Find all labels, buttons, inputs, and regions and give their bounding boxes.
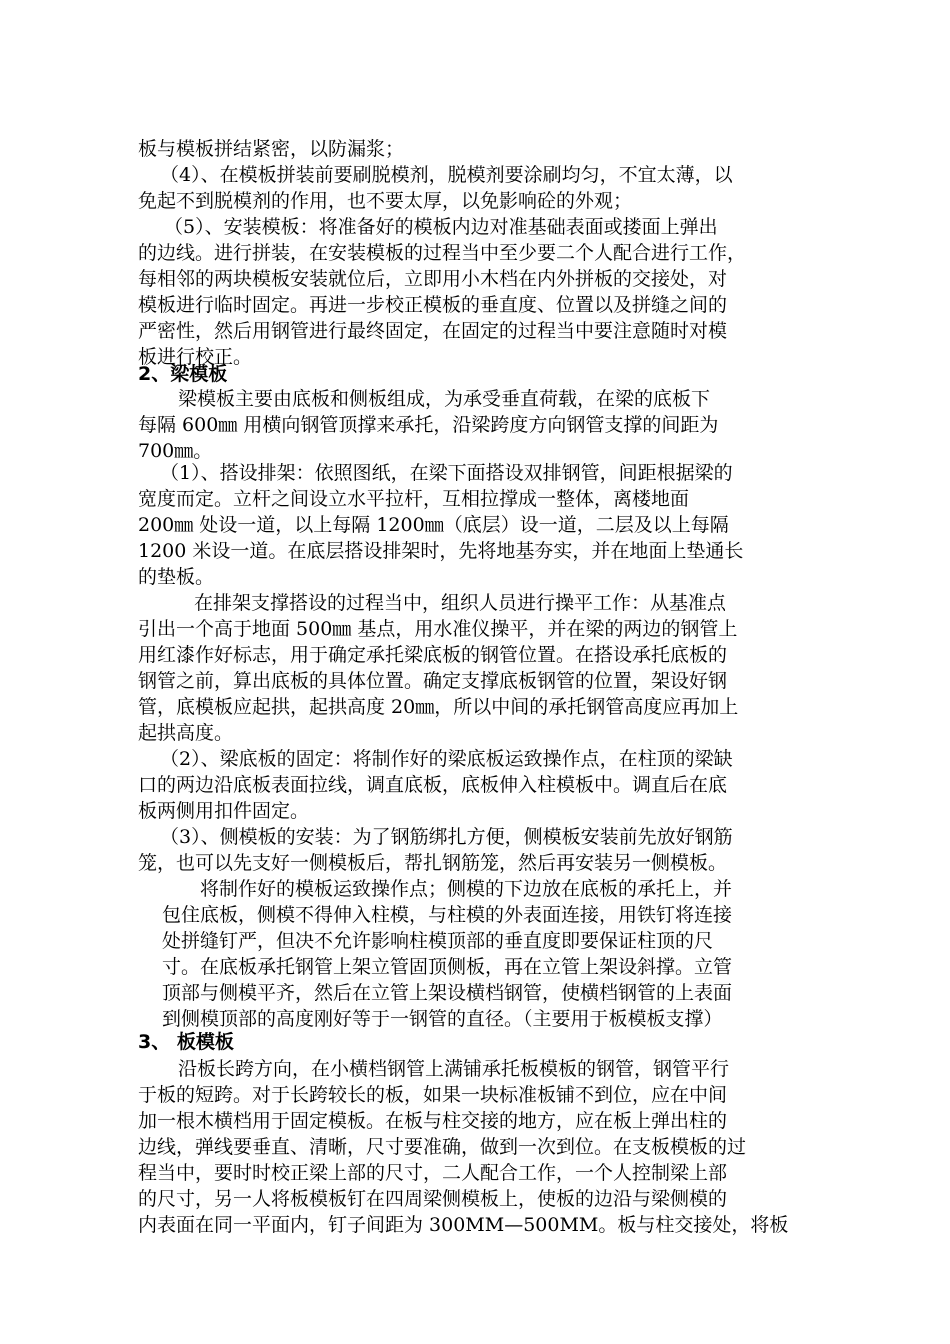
text-line: 沿板长跨方向，在小横档钢管上满铺承托板模板的钢管，钢管平行 <box>178 1058 730 1080</box>
text-line: 顶部与侧模平齐，然后在立管上架设横档钢管，使横档钢管的上表面 <box>162 982 733 1004</box>
text-line: 板与模板拼结紧密，以防漏浆； <box>138 138 405 160</box>
text-line: 包住底板，侧模不得伸入柱模，与柱模的外表面连接，用铁钉将连接 <box>162 904 733 926</box>
text-line: 每相邻的两块模板安装就位后，立即用小木档在内外拼板的交接处，对 <box>138 268 728 290</box>
text-line: 1200 米设一道。在底层搭设排架时，先将地基夯实，并在地面上垫通长 <box>138 540 744 562</box>
text-line: （5）、安装模板：将准备好的模板内边对准基础表面或搂面上弹出 <box>164 216 718 238</box>
text-line: 笼，也可以先支好一侧模板后，帮扎钢筋笼，然后再安装另一侧模板。 <box>138 852 728 874</box>
text-line: 的边线。进行拼装，在安装模板的过程当中至少要二个人配合进行工作， <box>138 242 747 264</box>
text-line: 寸。在底板承托钢管上架立管固顶侧板，再在立管上架设斜撑。立管 <box>162 956 733 978</box>
text-line: 板两侧用扣件固定。 <box>138 800 310 822</box>
text-line: （2）、梁底板的固定：将制作好的梁底板运致操作点，在柱顶的梁缺 <box>160 748 733 770</box>
text-line: 内表面在同一平面内，钉子间距为 300MM—500MM。板与柱交接处，将板 <box>138 1214 789 1236</box>
text-line: 梁模板主要由底板和侧板组成，为承受垂直荷载，在梁的底板下 <box>178 388 711 410</box>
text-line: 边线，弹线要垂直、清晰，尺寸要准确，做到一次到位。在支板模板的过 <box>138 1136 747 1158</box>
text-line: 免起不到脱模剂的作用，也不要太厚，以免影响砼的外观； <box>138 190 633 212</box>
text-line: 200㎜ 处设一道，以上每隔 1200㎜（底层）设一道，二层及以上每隔 <box>138 514 729 536</box>
text-line: 到侧模顶部的高度刚好等于一钢管的直径。（主要用于板模板支撑） <box>162 1008 723 1030</box>
section-heading-slab-formwork: 3、 板模板 <box>138 1031 234 1053</box>
text-line: 起拱高度。 <box>138 722 234 744</box>
text-line: 的垫板。 <box>138 566 215 588</box>
text-line: 引出一个高于地面 500㎜ 基点，用水准仪操平，并在梁的两边的钢管上 <box>138 618 738 640</box>
text-line: 程当中，要时时校正梁上部的尺寸，二人配合工作，一个人控制梁上部 <box>138 1162 728 1184</box>
text-line: 板进行校正。 <box>138 346 253 368</box>
text-line: 每隔 600㎜ 用横向钢管顶撑来承托，沿梁跨度方向钢管支撑的间距为 <box>138 414 719 436</box>
text-line: 将制作好的模板运致操作点；侧模的下边放在底板的承托上，并 <box>200 878 733 900</box>
text-line: 用红漆作好标志，用于确定承托梁底板的钢管位置。在搭设承托底板的 <box>138 644 728 666</box>
text-line: 钢管之前，算出底板的具体位置。确定支撑底板钢管的位置，架设好钢 <box>138 670 728 692</box>
text-line: 宽度而定。立杆之间设立水平拉杆，互相拉撑成一整体，离楼地面 <box>138 488 690 510</box>
text-line: 严密性，然后用钢管进行最终固定，在固定的过程当中要注意随时对模 <box>138 320 728 342</box>
text-line: 处拼缝钉严，但决不允许影响柱模顶部的垂直度即要保证柱顶的尺 <box>162 930 714 952</box>
text-line: 在排架支撑搭设的过程当中，组织人员进行操平工作：从基准点 <box>194 592 727 614</box>
text-line: 口的两边沿底板表面拉线，调直底板，底板伸入柱模板中。调直后在底 <box>138 774 728 796</box>
text-line: 加一根木横档用于固定模板。在板与柱交接的地方，应在板上弹出柱的 <box>138 1110 728 1132</box>
section-heading-beam-formwork: 2、梁模板 <box>138 363 228 385</box>
text-line: 的尺寸，另一人将板模板钉在四周梁侧模板上，使板的边沿与梁侧模的 <box>138 1188 728 1210</box>
text-line: （1）、搭设排架：依照图纸，在梁下面搭设双排钢管，间距根据梁的 <box>160 462 733 484</box>
text-line: 模板进行临时固定。再进一步校正模板的垂直度、位置以及拼缝之间的 <box>138 294 728 316</box>
text-line: 700㎜。 <box>138 440 213 462</box>
text-line: （4）、在模板拼装前要刷脱模剂，脱模剂要涂刷均匀，不宜太薄，以 <box>160 164 733 186</box>
text-line: 管，底模板应起拱，起拱高度 20㎜，所以中间的承托钢管高度应再加上 <box>138 696 739 718</box>
text-line: 于板的短跨。对于长跨较长的板，如果一块标准板铺不到位，应在中间 <box>138 1084 728 1106</box>
text-line: （3）、侧模板的安装：为了钢筋绑扎方便，侧模板安装前先放好钢筋 <box>160 826 733 848</box>
